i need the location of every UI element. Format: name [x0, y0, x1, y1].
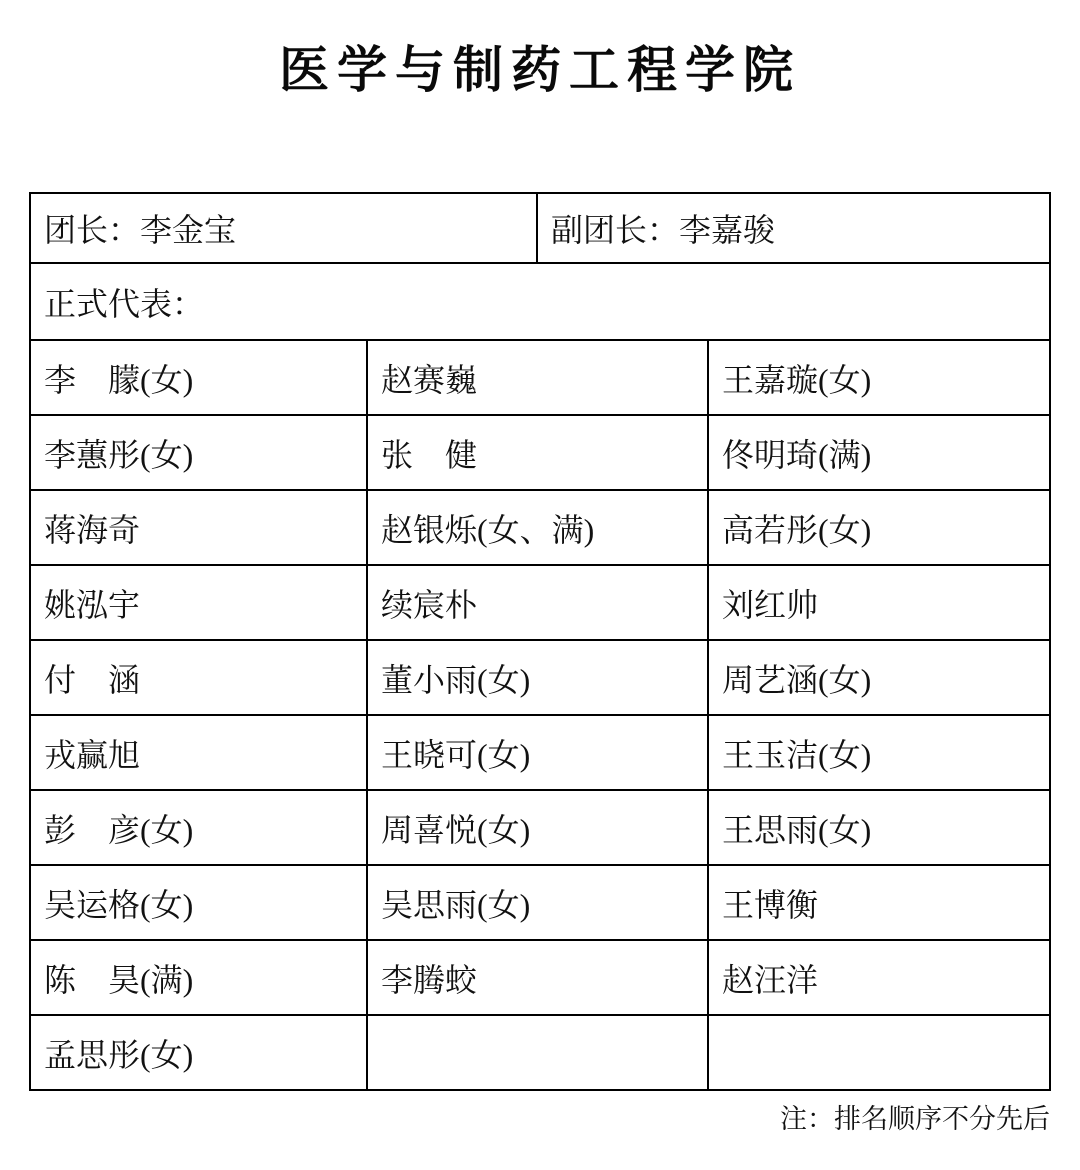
- rep-cell: [708, 1015, 1050, 1090]
- rep-cell: 王思雨(女): [708, 790, 1050, 865]
- rep-header-cell: 正式代表：: [30, 263, 1050, 340]
- table-row: [30, 865, 1050, 940]
- table-row-leaders: [30, 193, 1050, 263]
- rep-cell: 赵银烁(女、满): [367, 490, 708, 565]
- table-row: [30, 415, 1050, 490]
- rep-cell: 佟明琦(满): [708, 415, 1050, 490]
- rep-cell: 彭 彦(女): [30, 790, 367, 865]
- rep-cell: 陈 昊(满): [30, 940, 367, 1015]
- rep-cell: 董小雨(女): [367, 640, 708, 715]
- rep-cell: 孟思彤(女): [30, 1015, 367, 1090]
- ranking-note: 注：排名顺序不分先后: [780, 1104, 1050, 1134]
- rep-cell: 周喜悦(女): [367, 790, 708, 865]
- rep-cell: 蒋海奇: [30, 490, 367, 565]
- rep-cell: [367, 1015, 708, 1090]
- table-row: [30, 640, 1050, 715]
- rep-cell: 吴运格(女): [30, 865, 367, 940]
- table-row: [30, 790, 1050, 865]
- leader-cell: 团长：李金宝: [30, 193, 537, 263]
- rep-cell: 续宸朴: [367, 565, 708, 640]
- rep-cell: 李蕙彤(女): [30, 415, 367, 490]
- table-row-rep-header: [30, 263, 1050, 340]
- table-row: [30, 940, 1050, 1015]
- rep-cell: 高若彤(女): [708, 490, 1050, 565]
- page-title: 医学与制药工程学院: [279, 42, 801, 98]
- rep-cell: 李腾蛟: [367, 940, 708, 1015]
- table-row: [30, 565, 1050, 640]
- rep-cell: 王晓可(女): [367, 715, 708, 790]
- rep-cell: 付 涵: [30, 640, 367, 715]
- table-row: [30, 715, 1050, 790]
- table-row: [30, 1015, 1050, 1090]
- rep-cell: 李 朦(女): [30, 340, 367, 415]
- rep-cell: 姚泓宇: [30, 565, 367, 640]
- table-row: [30, 340, 1050, 415]
- rep-cell: 王嘉璇(女): [708, 340, 1050, 415]
- roster-table: [29, 192, 1051, 1091]
- table-row: [30, 490, 1050, 565]
- rep-cell: 赵汪洋: [708, 940, 1050, 1015]
- rep-cell: 张 健: [367, 415, 708, 490]
- rep-cell: 吴思雨(女): [367, 865, 708, 940]
- rep-cell: 赵赛巍: [367, 340, 708, 415]
- rep-cell: 王博衡: [708, 865, 1050, 940]
- rep-cell: 刘红帅: [708, 565, 1050, 640]
- deputy-leader-cell: 副团长：李嘉骏: [537, 193, 1050, 263]
- rep-cell: 周艺涵(女): [708, 640, 1050, 715]
- rep-cell: 王玉洁(女): [708, 715, 1050, 790]
- rep-cell: 戎赢旭: [30, 715, 367, 790]
